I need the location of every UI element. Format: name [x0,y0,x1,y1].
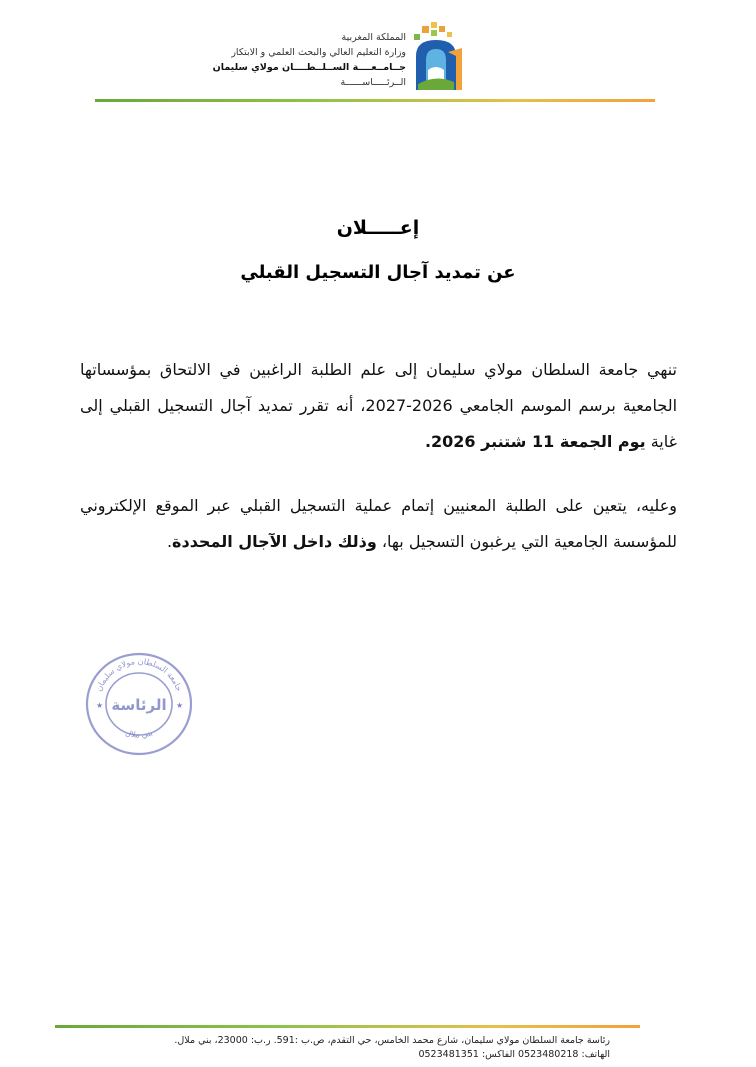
footer-rule [55,1025,640,1028]
paragraph-2-text: وعليه، يتعين على الطلبة المعنيين إتمام عملية التسجيل القبلي عبر الموقع الإلكتروني للمؤسسة الجامعية التي يرغبون التسجيل بها، [80,496,677,551]
official-stamp [82,648,197,760]
header-rule [95,99,655,102]
body-paragraph-1 [80,352,677,460]
university-logo [408,22,464,92]
stamp-ring-top: جامعة السلطان مولاي سليمان [94,656,184,693]
stamp-ring-bottom: بني ملال [124,728,154,740]
stamp-star-right: ★ [176,701,184,710]
announcement-subtitle: عن تمديد آجال التسجيل القبلي [240,262,516,283]
footer-address: رئاسة جامعة السلطان مولاي سليمان، شارع محمد الخامس، حي التقدم، ص.ب :591. ر.ب: 23000، بني ملال. [174,1035,610,1046]
announcement-title: إعـــــلان [336,217,420,239]
header-presidency: الــرئـــــاســــــة [340,77,406,88]
deadline-emphasis: وذلك داخل الآجال المحددة [172,532,377,551]
footer-phones: الهاتف: 0523480218 الفاكس: 0523481351 [418,1049,610,1060]
header-text [146,30,406,90]
paragraph-2-end: . [166,532,173,551]
paragraph-1-text: تنهي جامعة السلطان مولاي سليمان إلى علم الطلبة الراغبين في الالتحاق بمؤسساتها الجامعية برسم الموسم الجامعي 2026-2027، أنه تقرر تمديد آجال التسجيل القبلي إلى غاية [80,360,678,451]
header-kingdom: المملكة المغربية [341,32,406,43]
header-university: جــامــعــــة الســلــطــــان مولاي سليمان [212,62,406,73]
deadline-date: يوم الجمعة 11 شتنبر 2026. [424,432,646,451]
stamp-star-left: ★ [96,701,104,710]
stamp-center-text: الرئاسة [111,696,167,714]
body-paragraph-2 [80,488,677,560]
header-ministry: وزارة التعليم العالي والبحث العلمي و الابتكار [231,47,406,58]
